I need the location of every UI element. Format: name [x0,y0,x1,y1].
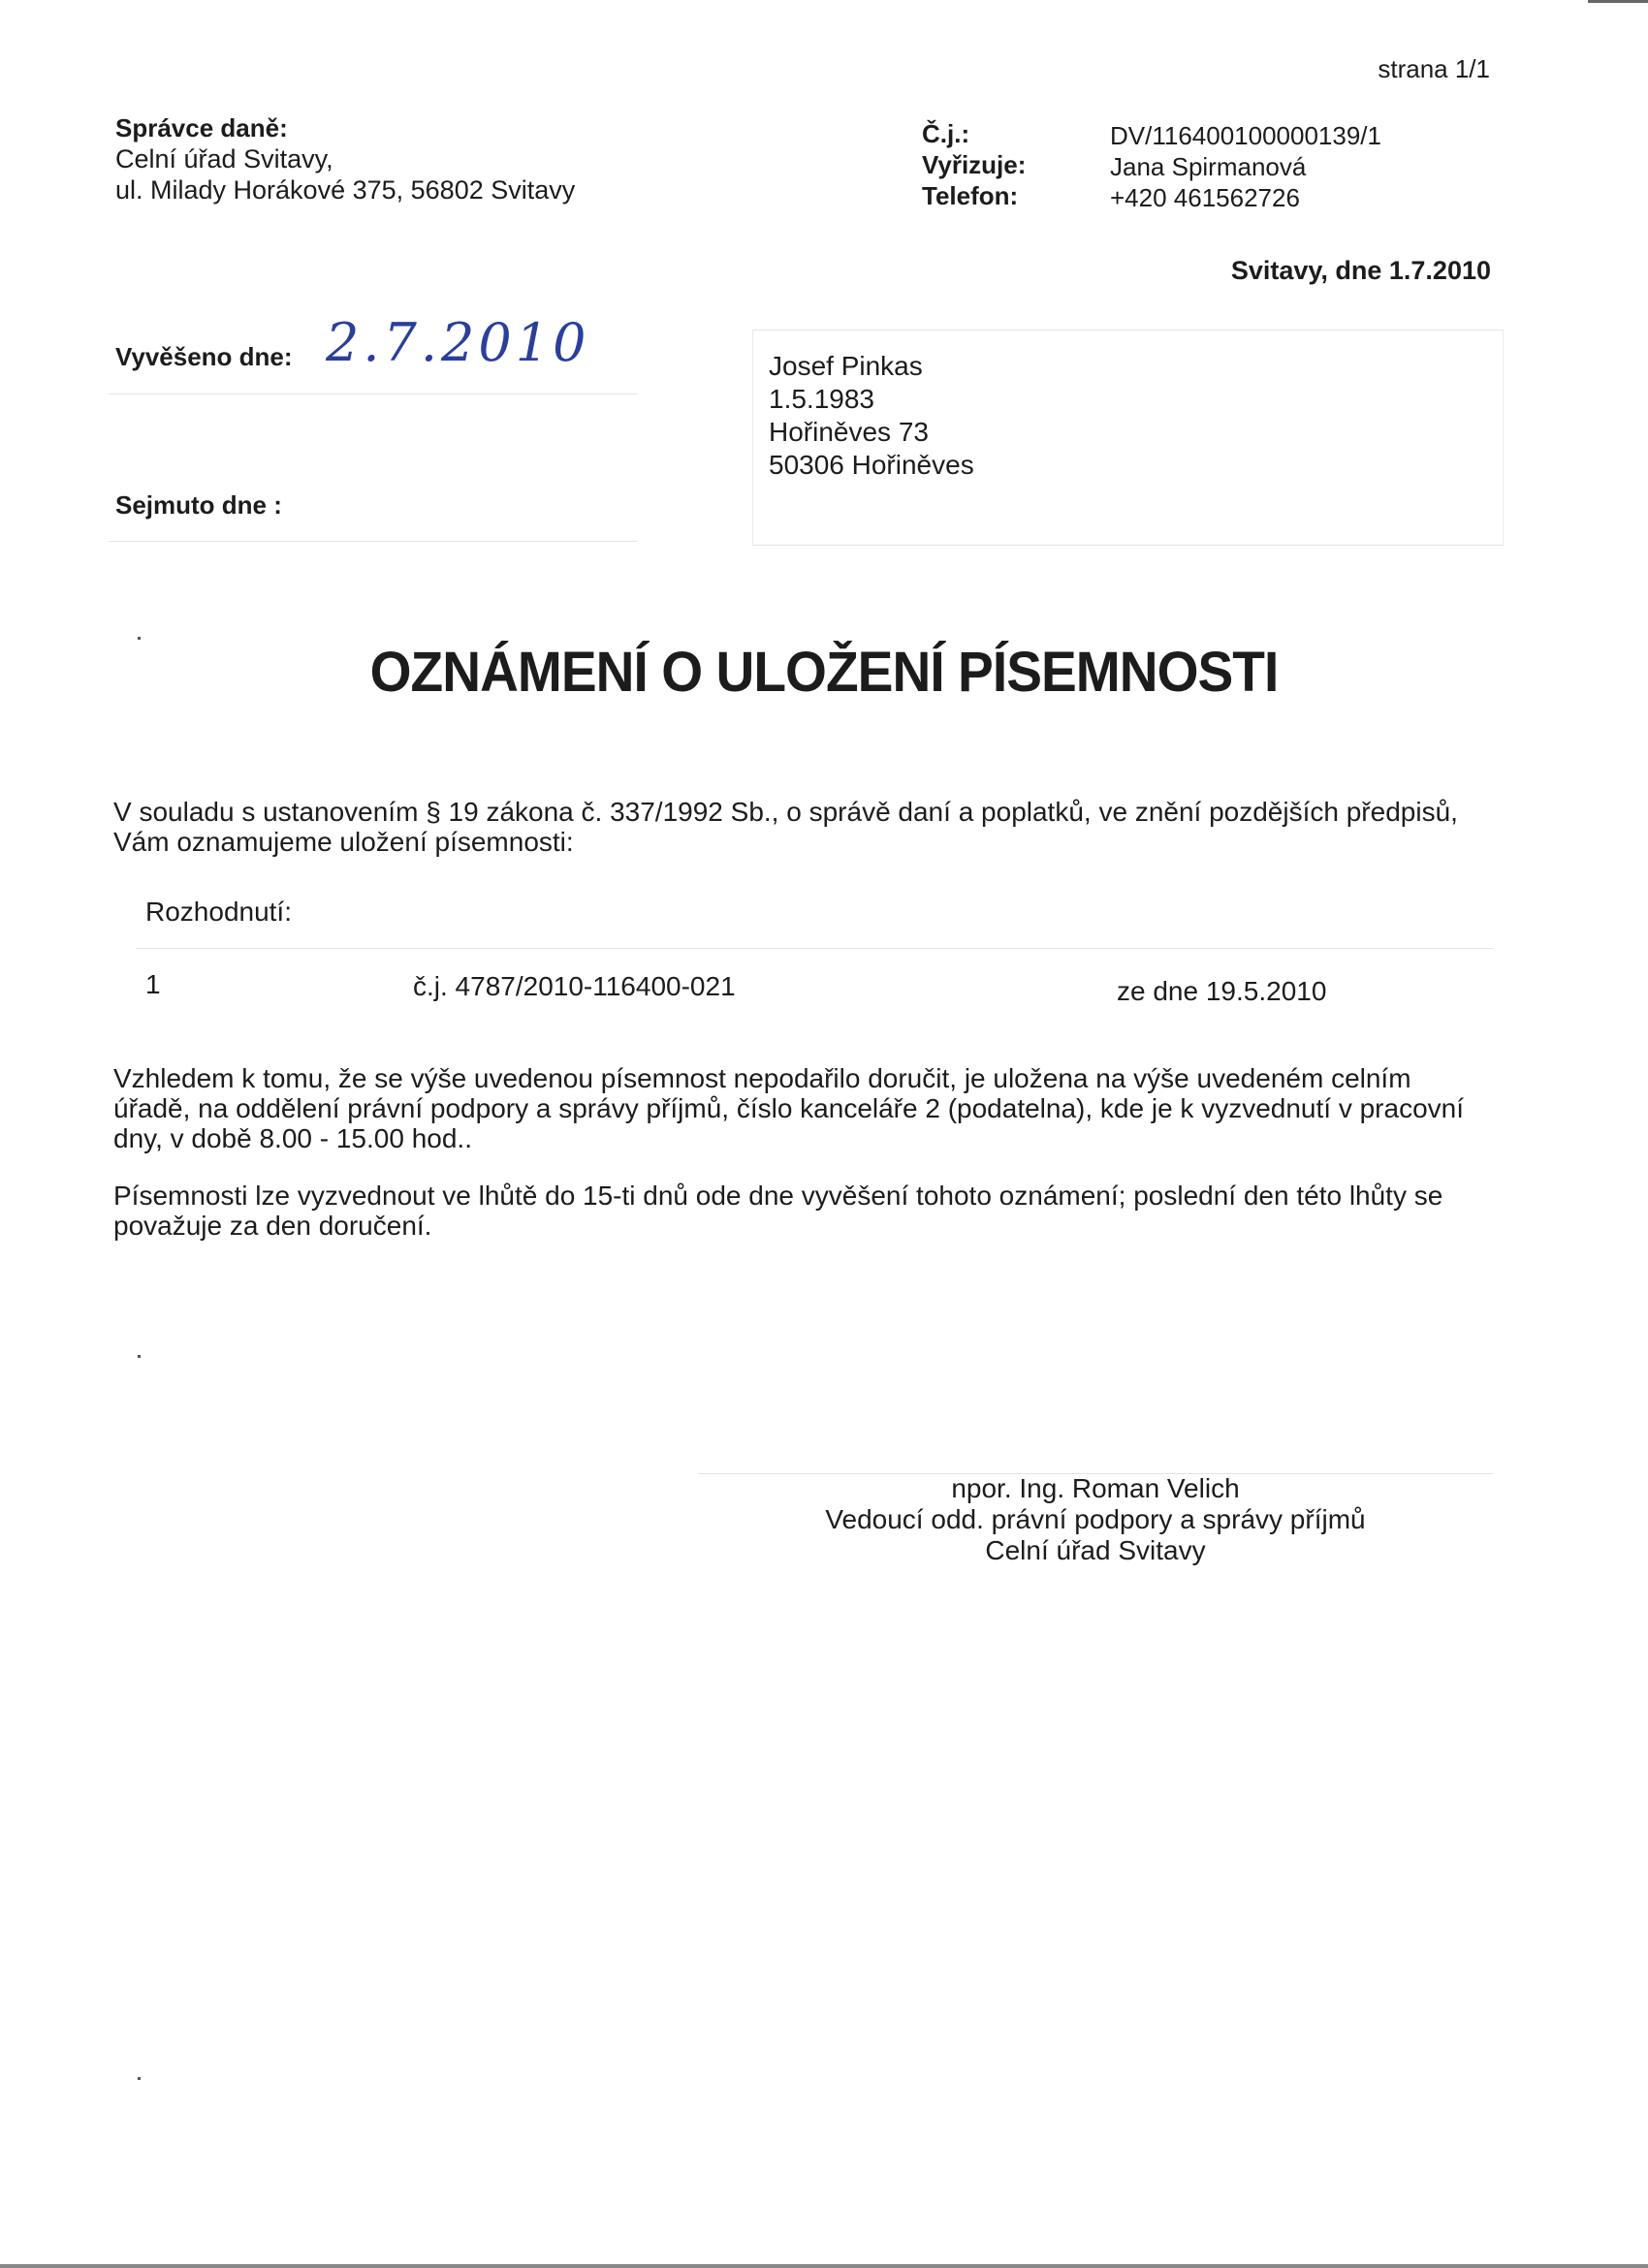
decision-label: Rozhodnutí: [145,897,292,927]
decision-divider [136,948,1493,949]
tax-administrator-label: Správce daně: [115,113,288,142]
item-number: 1 [145,969,161,999]
page-number: strana 1/1 [1378,54,1490,83]
recipient-box-right [1503,330,1504,545]
tax-administrator-block [115,112,575,205]
handler-label: Vyřizuje: [922,150,1027,179]
removed-date-label: Sejmuto dne : [115,490,282,520]
signature-block [795,1473,1396,1566]
handler-value: Jana Spirmanová [1110,152,1307,181]
phone-label: Telefon: [922,181,1019,210]
signatory-name: npor. Ing. Roman Velich [951,1473,1240,1503]
item-reference: č.j. 4787/2010-116400-021 [413,971,736,1001]
recipient-street: Hořiněves 73 [769,417,929,447]
tax-administrator-office: Celní úřad Svitavy, [115,144,333,173]
recipient-address [769,350,974,482]
deadline-paragraph: Písemnosti lze vyzvednout ve lhůtě do 15-ti dnů ode dne vyvěšení tohoto oznámení; poslední den této lhůty se považuje za den doručení. [113,1181,1443,1241]
recipient-box-top [752,330,1504,331]
recipient-birth-date: 1.5.1983 [769,384,874,414]
reference-number-label: Č.j.: [922,119,970,148]
signatory-position: Vedoucí odd. právní podpory a správy příjmů [825,1504,1366,1534]
scan-edge-bottom [0,2264,1648,2268]
document-date: Svitavy, dne 1.7.2010 [1230,256,1491,285]
signatory-office: Celní úřad Svitavy [985,1535,1206,1565]
tax-administrator-address: ul. Milady Horákové 375, 56802 Svitavy [115,175,576,205]
phone-value: +420 461562726 [1110,183,1300,212]
scan-speck [138,1355,141,1358]
reference-number-value: DV/116400100000139/1 [1110,121,1381,150]
recipient-name: Josef Pinkas [769,351,923,381]
reference-labels [922,118,1026,211]
scan-speck [138,2077,141,2080]
recipient-box-left [752,330,753,545]
item-date: ze dne 19.5.2010 [1117,976,1327,1006]
reference-values [1110,120,1381,213]
scan-edge-mark [1588,0,1648,3]
recipient-city: 50306 Hořiněves [769,450,974,480]
posted-date-label: Vyvěšeno dne: [115,342,293,371]
recipient-box-bottom [752,545,1504,546]
intro-paragraph: V souladu s ustanovením § 19 zákona č. 337/1992 Sb., o správě daní a poplatků, ve znění pozdějších předpisů, Vám oznamujeme uložení písemnosti: [113,797,1458,857]
document-title: OZNÁMENÍ O ULOŽENÍ PÍSEMNOSTI [369,641,1279,704]
pickup-paragraph: Vzhledem k tomu, že se výše uvedenou písemnost nepodařilo doručit, je uložena na výše uvedeném celním úřadě, na oddělení právní podpory a správy příjmů, číslo kanceláře 2 (podatelna), kde je k vyzvednutí v pracovní dny, v době 8.00 - 15.00 hod.. [113,1063,1464,1153]
posted-date-handwritten: 2.7.2010 [326,312,590,373]
removed-date-line [109,541,637,542]
